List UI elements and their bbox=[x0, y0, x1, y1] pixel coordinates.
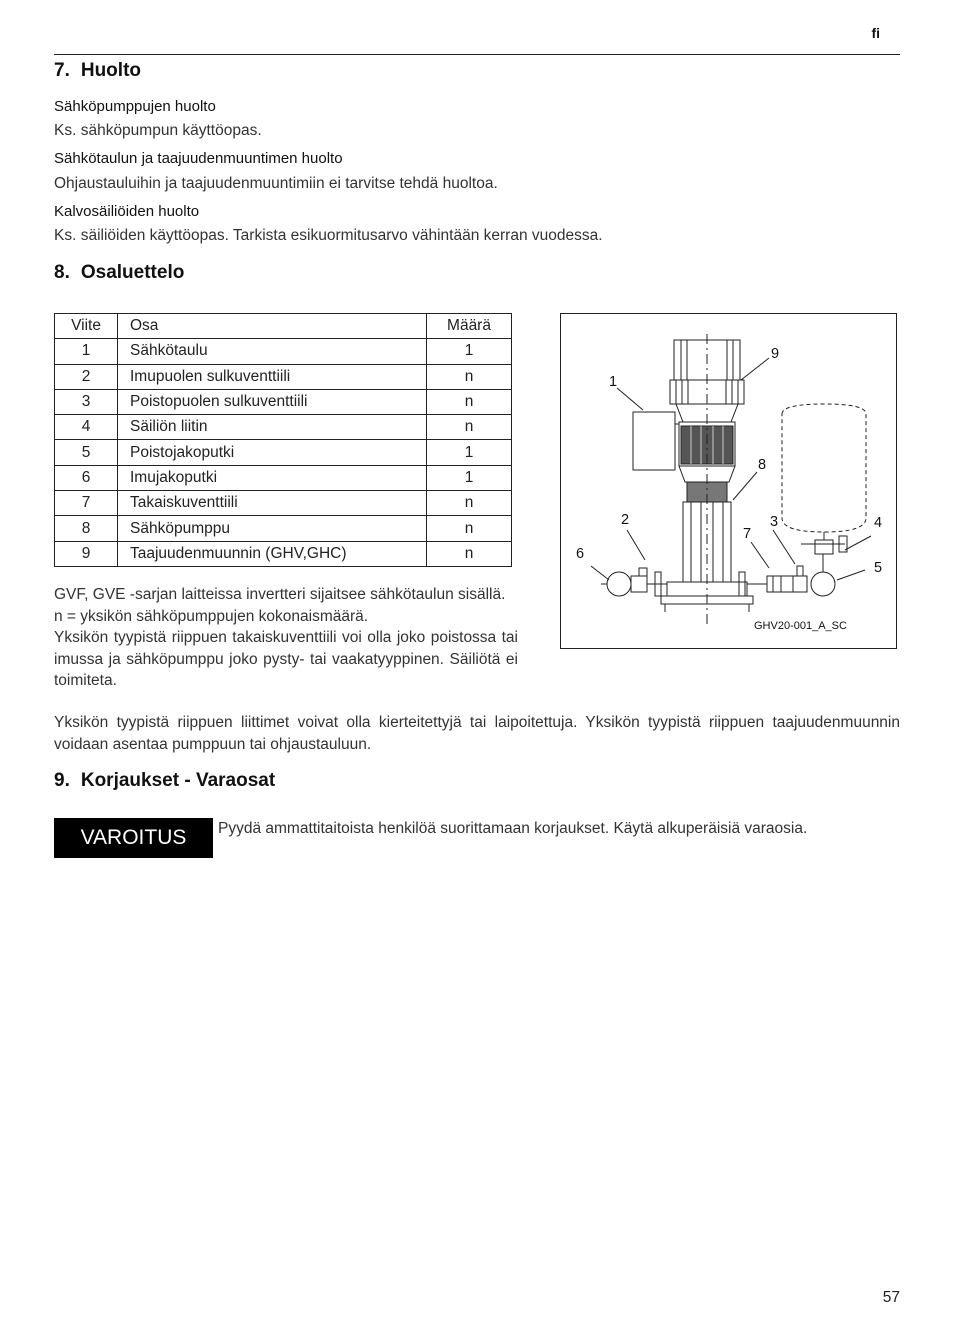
table-row bbox=[55, 389, 512, 414]
note-connections: Yksikön tyypistä riippuen liittimet voivat olla kierteitettyjä tai laipoitettuja. Yksikön tyypistä riippuen taajuudenmuunnin voidaan asentaa pumppuun tai ohjaustauluun. bbox=[54, 714, 900, 753]
notes-block bbox=[54, 584, 518, 692]
table-cell: Poistopuolen sulkuventtiili bbox=[118, 389, 427, 414]
table-cell: 4 bbox=[55, 415, 118, 440]
figure-label: 9 bbox=[771, 346, 780, 362]
figure-label: 7 bbox=[743, 526, 752, 542]
section-9-heading bbox=[54, 770, 275, 792]
pump-unit-figure bbox=[560, 313, 897, 649]
table-cell: 1 bbox=[427, 339, 512, 364]
section-8-number: 8. bbox=[54, 262, 70, 283]
table-cell: 3 bbox=[55, 389, 118, 414]
pump-unit-drawing bbox=[561, 314, 896, 648]
table-cell: n bbox=[427, 415, 512, 440]
table-cell: Imupuolen sulkuventtiili bbox=[118, 364, 427, 389]
warning-badge: VAROITUS bbox=[54, 818, 213, 858]
table-cell: Poistojakoputki bbox=[118, 440, 427, 465]
section-7-heading bbox=[54, 60, 141, 82]
figure-code: GHV20-001_A_SC bbox=[754, 620, 847, 632]
figure-label: 5 bbox=[874, 560, 883, 576]
table-cell: Sähkötaulu bbox=[118, 339, 427, 364]
table-row bbox=[55, 491, 512, 516]
section-9-title: Korjaukset - Varaosat bbox=[80, 770, 276, 791]
figure-label: 6 bbox=[576, 546, 585, 562]
page-number: 57 bbox=[882, 1289, 900, 1306]
parts-table bbox=[54, 313, 512, 567]
section-7-number: 7. bbox=[54, 60, 70, 81]
figure-label: 3 bbox=[770, 514, 779, 530]
table-cell: 9 bbox=[55, 541, 118, 566]
table-cell: n bbox=[427, 541, 512, 566]
table-row bbox=[55, 440, 512, 465]
subheading-tank-maintenance: Kalvosäiliöiden huolto bbox=[54, 203, 200, 220]
text-panel-maintenance: Ohjaustauluihin ja taajuudenmuuntimiin ei tarvitse tehdä huoltoa. bbox=[54, 175, 498, 192]
figure-label: 2 bbox=[621, 512, 630, 528]
table-cell: 7 bbox=[55, 491, 118, 516]
table-cell: 1 bbox=[427, 440, 512, 465]
section-7-title: Huolto bbox=[80, 60, 142, 81]
table-header-row bbox=[55, 314, 512, 339]
table-row bbox=[55, 339, 512, 364]
table-cell: 8 bbox=[55, 516, 118, 541]
text-pump-maintenance: Ks. sähköpumpun käyttöopas. bbox=[54, 122, 262, 139]
text-tank-maintenance: Ks. säiliöiden käyttöopas. Tarkista esikuormitusarvo vähintään kerran vuodessa. bbox=[54, 227, 603, 244]
table-row bbox=[55, 465, 512, 490]
table-cell: Sähköpumppu bbox=[118, 516, 427, 541]
table-header: Viite bbox=[55, 314, 118, 339]
figure-label: 8 bbox=[758, 457, 767, 473]
table-cell: 1 bbox=[55, 339, 118, 364]
section-8-heading bbox=[54, 262, 184, 284]
subheading-panel-maintenance: Sähkötaulun ja taajuudenmuuntimen huolto bbox=[54, 150, 343, 167]
table-cell: 5 bbox=[55, 440, 118, 465]
table-cell: Takaiskuventtiili bbox=[118, 491, 427, 516]
table-cell: 1 bbox=[427, 465, 512, 490]
table-row bbox=[55, 541, 512, 566]
note-n-definition: n = yksikön sähköpumppujen kokonaismäärä. bbox=[54, 607, 369, 625]
table-cell: 2 bbox=[55, 364, 118, 389]
language-code: fi bbox=[871, 25, 880, 41]
table-header: Määrä bbox=[427, 314, 512, 339]
table-row bbox=[55, 364, 512, 389]
table-header: Osa bbox=[118, 314, 427, 339]
table-row bbox=[55, 415, 512, 440]
warning-text: Pyydä ammattitaitoista henkilöä suorittamaan korjaukset. Käytä alkuperäisiä varaosia. bbox=[218, 820, 808, 837]
table-cell: Taajuudenmuunnin (GHV,GHC) bbox=[118, 541, 427, 566]
table-cell: n bbox=[427, 364, 512, 389]
section-8-title: Osaluettelo bbox=[80, 262, 185, 283]
table-cell: n bbox=[427, 491, 512, 516]
table-row bbox=[55, 516, 512, 541]
header-rule bbox=[54, 54, 900, 55]
note-check-valve: Yksikön tyypistä riippuen takaiskuventtiili voi olla joko poistossa tai imussa ja sähköpumppu joko pysty- tai vaakatyyppinen. Säiliötä ei toimiteta. bbox=[54, 629, 518, 689]
section-9-number: 9. bbox=[54, 770, 70, 791]
table-cell: Säiliön liitin bbox=[118, 415, 427, 440]
figure-label: 4 bbox=[874, 515, 883, 531]
figure-label: 1 bbox=[609, 374, 618, 390]
table-cell: Imujakoputki bbox=[118, 465, 427, 490]
table-cell: 6 bbox=[55, 465, 118, 490]
table-cell: n bbox=[427, 516, 512, 541]
subheading-pump-maintenance: Sähköpumppujen huolto bbox=[54, 98, 216, 115]
note-inverter-location: GVF, GVE -sarjan laitteissa invertteri sijaitsee sähkötaulun sisällä. bbox=[54, 586, 506, 603]
table-cell: n bbox=[427, 389, 512, 414]
